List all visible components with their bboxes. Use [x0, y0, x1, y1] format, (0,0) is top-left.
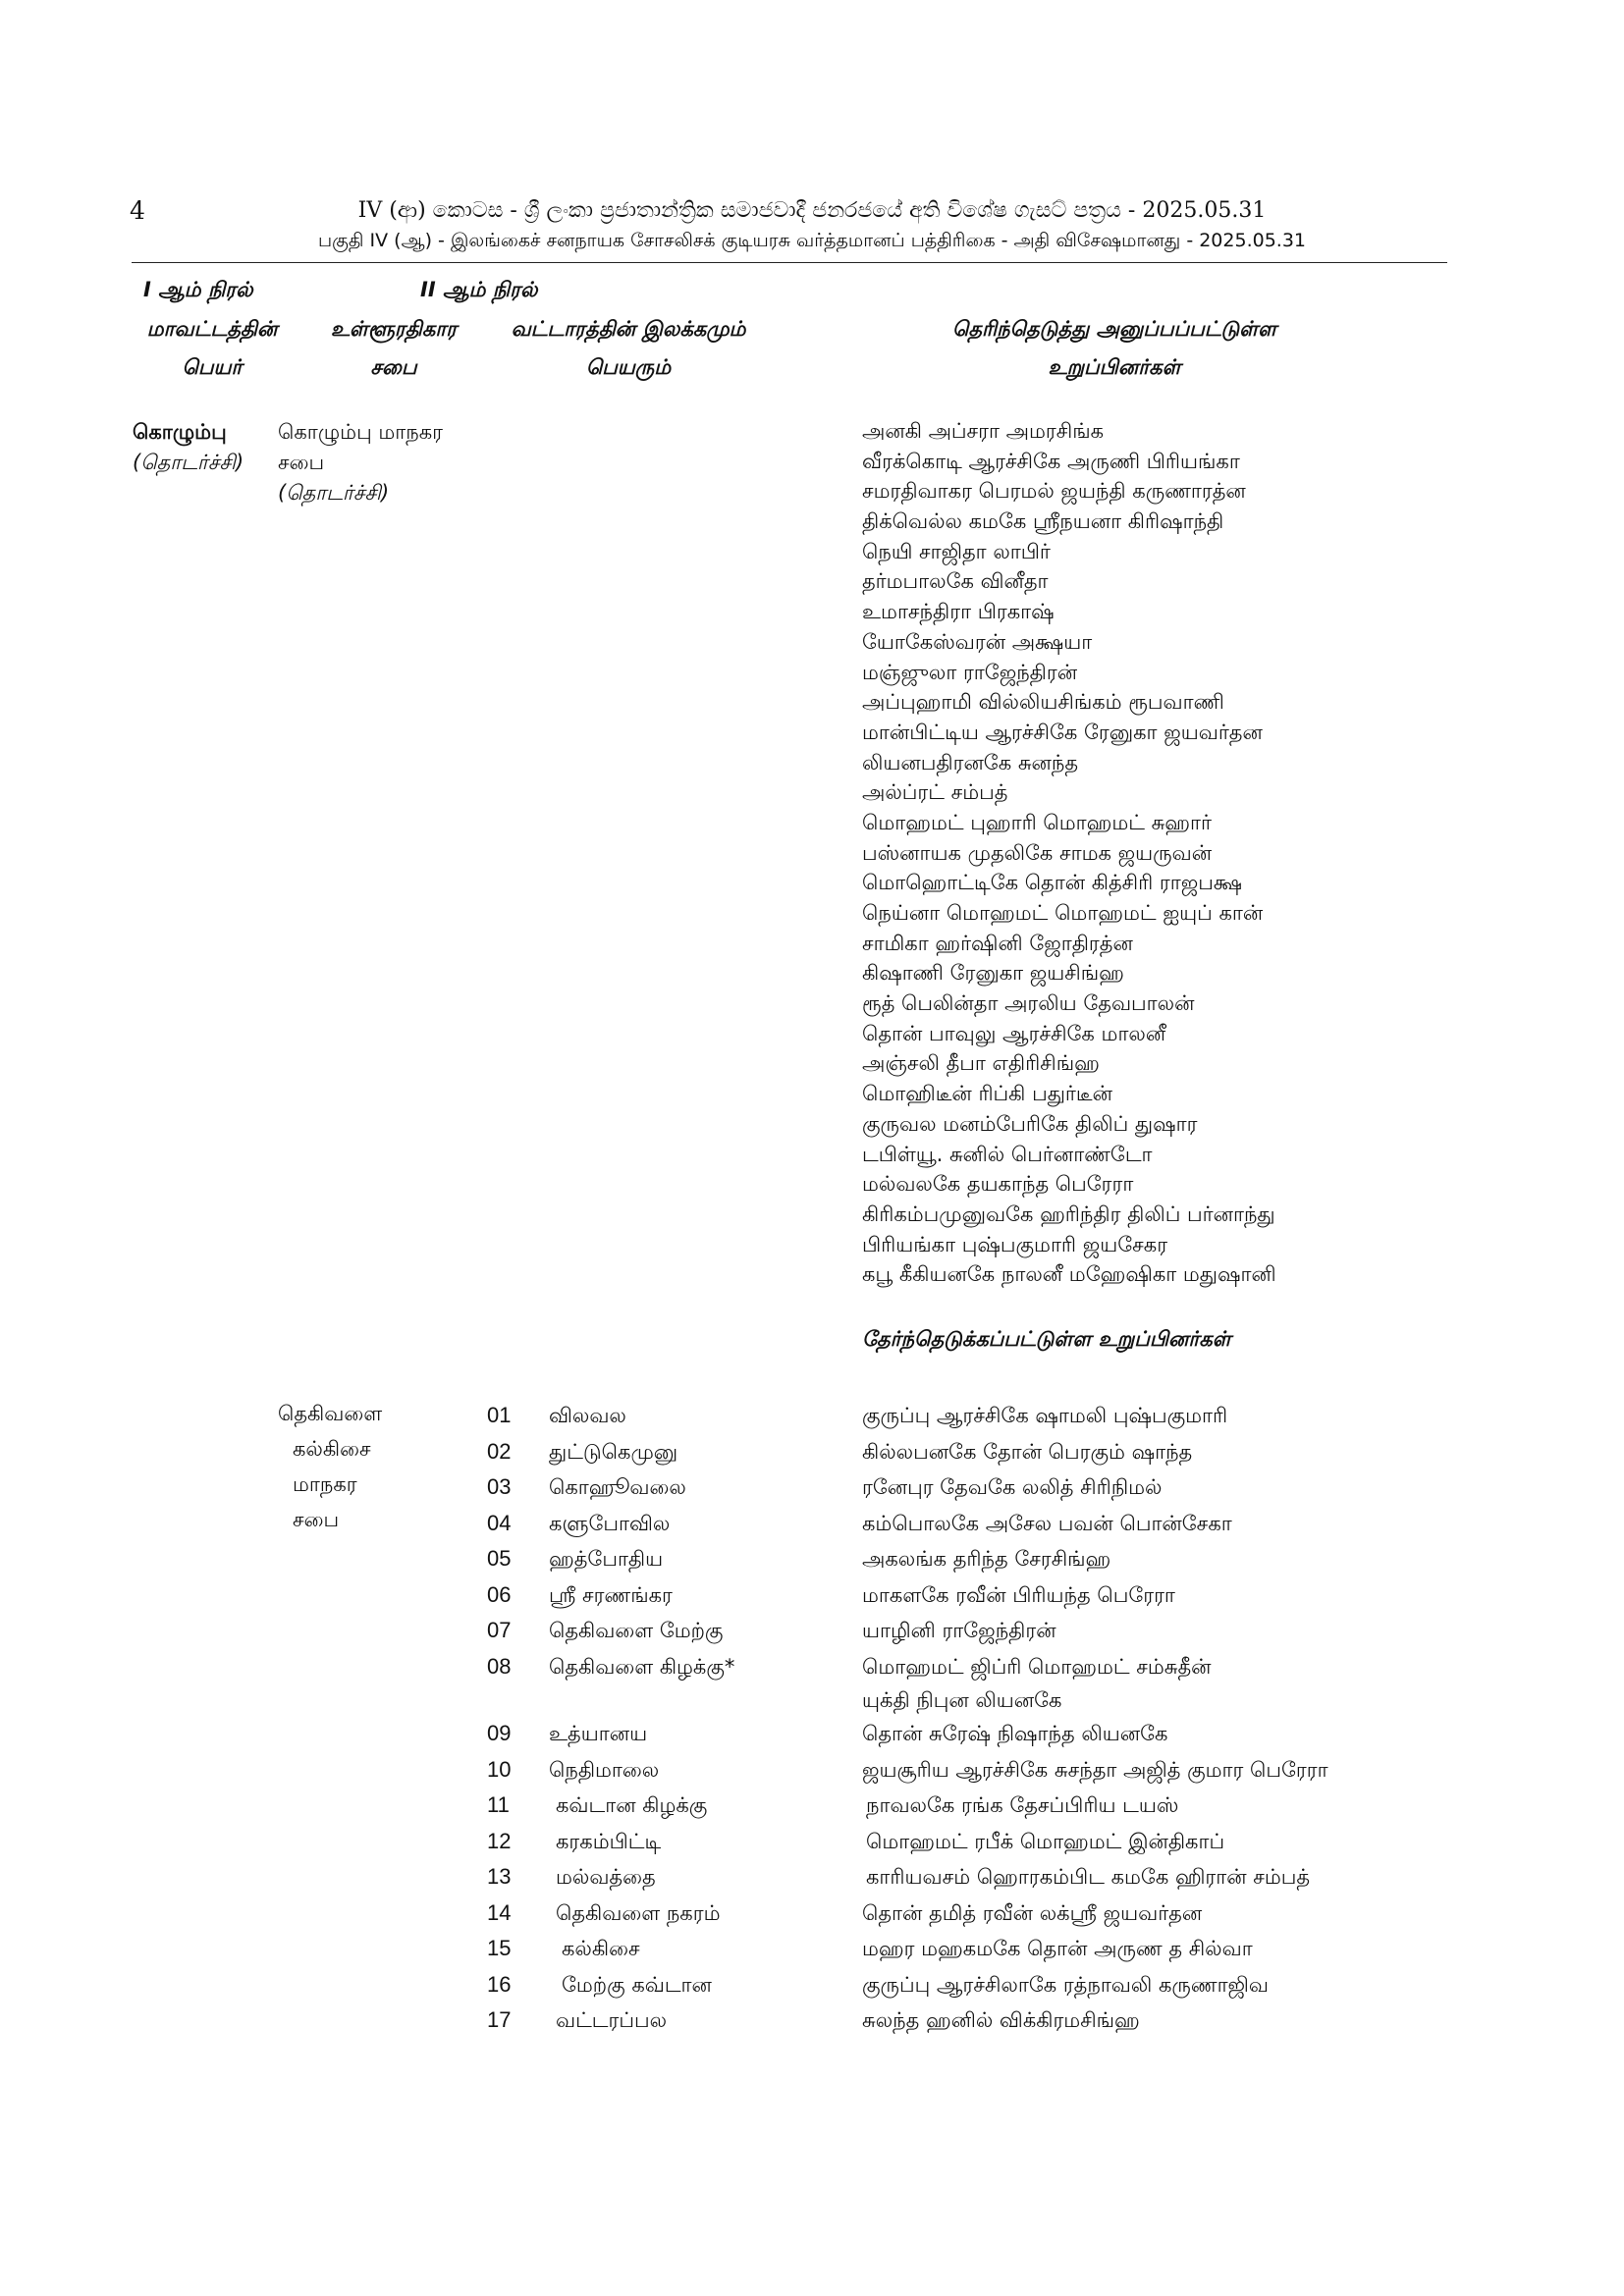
ward-member: ஜயசூரிய ஆரச்சிகே சுசந்தா அஜித் குமார பெரேரா	[862, 1757, 1328, 1782]
page-number: 4	[130, 196, 145, 225]
table-row	[0, 1752, 1624, 1789]
list-item: அப்புஹாமி வில்லியசிங்கம் ரூபவாணி	[862, 690, 1224, 715]
ward-member: சுலந்த ஹனில் விக்கிரமசிங்ஹ	[862, 2008, 1140, 2032]
table-row	[0, 1824, 1624, 1860]
column-two-label: II ஆம் நிரல்	[420, 278, 538, 301]
ward-name: விலவல	[549, 1404, 626, 1427]
list-item: மல்வலகே தயகாந்த பெரேரா	[862, 1172, 1134, 1197]
ward-member: நாவலகே ரங்க தேசப்பிரிய டயஸ்	[866, 1793, 1179, 1817]
ward-name: கவ்டான கிழக்கு	[556, 1793, 708, 1817]
ward-name: மேற்கு கவ்டான	[562, 1972, 712, 1997]
ward-member: மொஹமட் ஜிப்ரி மொஹமட் சம்சுதீன்	[862, 1654, 1212, 1679]
ward-member: குருப்பு ஆரச்சிலாகே ரத்நாவலி கருணாஜிவ	[862, 1972, 1270, 1997]
table-row	[0, 1716, 1624, 1752]
ward-member: குருப்பு ஆரச்சிகே ஷாமலி புஷ்பகுமாரி	[862, 1404, 1228, 1427]
table-row	[0, 1859, 1624, 1896]
authority-continued: (தொடர்ச்சி)	[278, 481, 390, 505]
authority-name-line3: மாநகர	[293, 1472, 357, 1496]
district-continued: (தொடர்ச்சி)	[133, 451, 244, 474]
ward-number: 08	[487, 1653, 512, 1679]
list-item: அஞ்சலி தீபா எதிரிசிங்ஹ	[862, 1051, 1100, 1076]
ward-name: களுபோவில	[549, 1511, 671, 1535]
list-item: பஸ்னாயக முதலிகே சாமக ஜயருவன்	[862, 840, 1213, 865]
table-row	[0, 1469, 1624, 1506]
list-item: டபிள்யூ. சுனில் பெர்னாண்டோ	[862, 1142, 1153, 1166]
authority-heading: உள்ளூரதிகார	[330, 317, 458, 341]
list-item: ரூத் பெலின்தா அரலிய தேவபாலன்	[862, 991, 1195, 1016]
list-item: மஞ்ஜுலா ராஜேந்திரன்	[862, 660, 1078, 684]
list-item: வீரக்கொடி ஆரச்சிகே அருணி பிரியங்கா	[862, 449, 1240, 473]
ward-name: தெகிவளை மேற்கு	[549, 1619, 724, 1642]
members-heading: தெரிந்தெடுத்து அனுப்பப்பட்டுள்ள	[951, 317, 1277, 341]
ward-member: ரனேபுர தேவகே லலித் சிரிநிமல்	[862, 1475, 1163, 1499]
list-item: நெயி சாஜிதா லாபிர்	[862, 539, 1051, 563]
ward-name: கல்கிசை	[562, 1937, 640, 1960]
ward-number: 12	[487, 1828, 512, 1853]
district-heading-line2: பெயர்	[182, 355, 243, 379]
ward-number: 10	[487, 1756, 512, 1782]
header-rule	[132, 262, 1447, 263]
list-item: கிரிகம்பமுனுவகே ஹரிந்திர திலிப் பர்னாந்து	[862, 1201, 1275, 1226]
list-item: பிரியங்கா புஷ்பகுமாரி ஜயசேகர	[862, 1232, 1168, 1256]
list-item: திக்வெல்ல கமகே ஸ்ரீநயனா கிரிஷாந்தி	[862, 509, 1224, 534]
list-item: யோகேஸ்வரன் அக்ஷயா	[862, 629, 1093, 654]
authority-name-line2: கல்கிசை	[293, 1437, 371, 1461]
ward-member: மாகளகே ரவீன் பிரியந்த பெரேரா	[862, 1582, 1175, 1607]
ward-number: 16	[487, 1971, 512, 1997]
ward-number: 15	[487, 1936, 512, 1960]
list-item: தர்மபாலகே வினீதா	[862, 569, 1049, 594]
ward-name: நெதிமாலை	[549, 1757, 660, 1782]
ward-member: கில்லபனகே தோன் பெரகும் ஷாந்த	[862, 1439, 1193, 1464]
ward-name: கரகம்பிட்டி	[556, 1829, 662, 1853]
ward-number: 04	[487, 1510, 512, 1535]
table-row	[0, 1896, 1624, 1932]
district-name: கொழும்பு	[133, 420, 227, 444]
list-item: லியனபதிரனகே சுனந்த	[862, 750, 1079, 774]
elected-members-subheading: தேர்ந்தெடுக்கப்பட்டுள்ள உறுப்பினர்கள்	[862, 1327, 1231, 1351]
ward-member: மொஹமட் ரபீக் மொஹமட் இன்திகாப்	[866, 1829, 1225, 1853]
ward-number: 17	[487, 2007, 512, 2032]
list-item: கிஷாணி ரேனுகா ஜயசிங்ஹ	[862, 961, 1124, 986]
table-row	[0, 1506, 1624, 1542]
table-row	[0, 1649, 1624, 1685]
table-row	[0, 1684, 1624, 1716]
ward-member: கம்பொலகே அசேல பவன் பொன்சேகா	[862, 1511, 1232, 1535]
table-row	[0, 1434, 1624, 1470]
list-item: மொஹிடீன் ரிப்கி பதுர்டீன்	[862, 1082, 1112, 1106]
ward-heading-line2: பெயரும்	[585, 355, 672, 379]
table-row	[0, 1788, 1624, 1824]
ward-name: ஹத்போதிய	[549, 1547, 664, 1571]
table-row	[0, 2002, 1624, 2039]
ward-member: காரியவசம் ஹொரகம்பிட கமகே ஹிரான் சம்பத்	[866, 1865, 1311, 1889]
ward-number: 14	[487, 1899, 512, 1925]
table-row	[0, 1967, 1624, 2003]
ward-number: 03	[487, 1474, 512, 1499]
table-row	[0, 1931, 1624, 1967]
list-item: மொஹொட்டிகே தொன் கித்சிரி ராஜபக்ஷ	[862, 871, 1243, 895]
ward-member: அகலங்க தரிந்த சேரசிங்ஹ	[862, 1547, 1111, 1571]
ward-name: மல்வத்தை	[556, 1865, 656, 1889]
table-row	[0, 1577, 1624, 1614]
authority-name: கொழும்பு மாநகர	[278, 420, 444, 444]
list-item: நெய்னா மொஹமட் மொஹமட் ஐயுப் கான்	[862, 901, 1264, 925]
ward-name: துட்டுகெமுனு	[549, 1439, 678, 1464]
ward-number: 02	[487, 1438, 512, 1464]
authority-name-line2: சபை	[278, 451, 325, 474]
district-heading: மாவட்டத்தின்	[146, 317, 278, 341]
authority-name-line4: சபை	[293, 1508, 340, 1531]
ward-table	[0, 1398, 1624, 2039]
ward-name: தெகிவளை கிழக்கு*	[549, 1654, 735, 1679]
list-item: அல்ப்ரட் சம்பத்	[862, 780, 1008, 805]
ward-member: தொன் தமித் ரவீன் லக்ஸ்ரீ ஜயவர்தன	[862, 1900, 1203, 1925]
ward-number: 01	[487, 1403, 512, 1427]
ward-member: யாழினி ராஜேந்திரன்	[862, 1619, 1056, 1642]
tamil-gazette-title: பகுதி IV (ஆ) - இலங்கைச் சனநாயக சோசலிசக் குடியரசு வர்த்தமானப் பத்திரிகை - அதி விசேஷமானது - 2025.05.31	[318, 230, 1306, 251]
list-item: கபூ கீகியனகே நாலனீ மஹேஷிகா மதுஷானி	[862, 1262, 1276, 1287]
table-row	[0, 1398, 1624, 1434]
ward-name: தெகிவளை நகரம்	[556, 1900, 721, 1925]
list-item: மொஹமட் புஹாரி மொஹமட் சுஹார்	[862, 810, 1212, 834]
ward-name: வட்டரப்பல	[556, 2008, 668, 2032]
ward-name: உத்யானய	[549, 1722, 648, 1745]
ward-number: 07	[487, 1618, 512, 1642]
column-one-label: I ஆம் நிரல்	[143, 278, 253, 301]
list-item: அனகி அப்சரா அமரசிங்க	[862, 419, 1105, 443]
authority-name: தெகிவளை	[278, 1402, 383, 1425]
ward-member: மஹர மஹகமகே தொன் அருண த சில்வா	[862, 1937, 1253, 1960]
list-item: தொன் பாவுலு ஆரச்சிகே மாலனீ	[862, 1021, 1166, 1045]
ward-name: ஸ்ரீ சரணங்கர	[549, 1582, 673, 1607]
list-item: குருவல மனம்பேரிகே திலிப் துஷார	[862, 1111, 1198, 1136]
table-row	[0, 1613, 1624, 1649]
ward-number: 13	[487, 1864, 512, 1889]
ward-member: தொன் சுரேஷ் நிஷாந்த லியனகே	[862, 1722, 1168, 1745]
ward-number: 06	[487, 1581, 512, 1607]
sinhala-gazette-title: IV (ආ) කොටස - ශ්‍රී ලංකා ප්‍රජාතාන්ත්‍රික සමාජවාදී ජනරජයේ අති විශේෂ ගැසට් පත්‍රය - 2025.05.31	[357, 198, 1267, 223]
list-item: மான்பிட்டிய ஆரச்சிகே ரேனுகா ஜயவர்தன	[862, 720, 1263, 744]
authority-heading-line2: சபை	[370, 355, 417, 379]
ward-member-second: யுக்தி நிபுன லியனகே	[862, 1688, 1062, 1712]
table-row	[0, 1541, 1624, 1577]
ward-number: 05	[487, 1546, 512, 1571]
ward-heading: வட்டாரத்தின் இலக்கமும்	[511, 317, 746, 341]
members-heading-line2: உறுப்பினர்கள்	[1048, 355, 1181, 379]
list-item: சாமிகா ஹர்ஷினி ஜோதிரத்ன	[862, 931, 1133, 955]
ward-name: கொஹூவலை	[549, 1475, 686, 1499]
colombo-member-list	[862, 416, 1276, 1290]
list-item: உமாசந்திரா பிரகாஷ்	[862, 600, 1055, 624]
list-item: சமரதிவாகர பெரமல் ஜயந்தி கருணாரத்ன	[862, 479, 1246, 504]
ward-number: 11	[487, 1792, 510, 1817]
ward-number: 09	[487, 1721, 512, 1745]
